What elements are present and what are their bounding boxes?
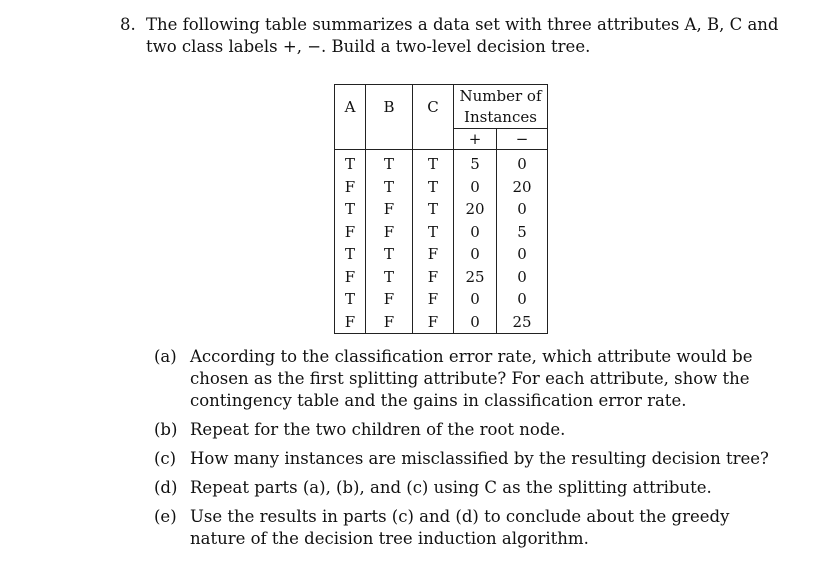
data-table: [334, 84, 548, 334]
table-row: [335, 311, 548, 334]
cell-b: F: [366, 221, 413, 244]
cell-b: T: [366, 176, 413, 199]
question-label: (b): [154, 420, 178, 439]
cell-minus: 5: [497, 221, 548, 244]
question-item: [154, 419, 784, 441]
table-row: [335, 150, 548, 176]
cell-c: F: [413, 288, 454, 311]
cell-c: T: [413, 176, 454, 199]
cell-plus: 0: [454, 243, 497, 266]
cell-a: F: [335, 311, 366, 334]
cell-minus: 0: [497, 243, 548, 266]
cell-b: T: [366, 266, 413, 289]
cell-b: F: [366, 311, 413, 334]
question-item: [154, 477, 784, 499]
question-label: (a): [154, 347, 177, 366]
cell-minus: 0: [497, 150, 548, 176]
table-row: [335, 176, 548, 199]
table-row: [335, 243, 548, 266]
cell-c: T: [413, 150, 454, 176]
cell-b: T: [366, 150, 413, 176]
cell-c: F: [413, 243, 454, 266]
cell-b: T: [366, 243, 413, 266]
header-number-of: Number of: [454, 85, 548, 107]
header-a: A: [335, 85, 366, 129]
cell-minus: 25: [497, 311, 548, 334]
cell-plus: 0: [454, 176, 497, 199]
cell-plus: 25: [454, 266, 497, 289]
cell-a: F: [335, 266, 366, 289]
table-row: [335, 288, 548, 311]
cell-a: T: [335, 150, 366, 176]
cell-b: F: [366, 198, 413, 221]
problem-number: 8.: [120, 15, 136, 34]
cell-a: T: [335, 198, 366, 221]
question-list: [154, 346, 784, 557]
question-text: Repeat for the two children of the root node.: [190, 420, 566, 439]
question-text: Use the results in parts (c) and (d) to conclude about the greedy nature of the decision tree induction algorithm.: [190, 507, 730, 548]
question-text: According to the classification error rate, which attribute would be chosen as the first splitting attribute? For each attribute, show the contingency table and the gains in classification error rate.: [190, 347, 753, 410]
header-plus: +: [454, 129, 497, 150]
problem-text: The following table summarizes a data set with three attributes A, B, C and two class labels +, −. Build a two-level decision tree.: [146, 15, 779, 56]
cell-minus: 20: [497, 176, 548, 199]
header-instances: Instances: [454, 107, 548, 129]
question-text: How many instances are misclassified by the resulting decision tree?: [190, 449, 769, 468]
cell-c: F: [413, 266, 454, 289]
cell-c: T: [413, 221, 454, 244]
cell-plus: 0: [454, 288, 497, 311]
table-body: [335, 150, 548, 334]
question-text: Repeat parts (a), (b), and (c) using C as the splitting attribute.: [190, 478, 712, 497]
question-item: [154, 346, 784, 412]
cell-plus: 0: [454, 311, 497, 334]
cell-minus: 0: [497, 288, 548, 311]
table-row: [335, 198, 548, 221]
cell-b: F: [366, 288, 413, 311]
table-row: [335, 221, 548, 244]
cell-a: T: [335, 288, 366, 311]
problem-statement: [120, 14, 780, 58]
question-label: (c): [154, 449, 177, 468]
cell-a: T: [335, 243, 366, 266]
question-label: (e): [154, 507, 177, 526]
table-row: [335, 266, 548, 289]
cell-a: F: [335, 221, 366, 244]
header-minus: −: [497, 129, 548, 150]
question-item: [154, 506, 784, 550]
cell-plus: 20: [454, 198, 497, 221]
cell-c: T: [413, 198, 454, 221]
header-b: B: [366, 85, 413, 129]
cell-minus: 0: [497, 266, 548, 289]
cell-a: F: [335, 176, 366, 199]
question-label: (d): [154, 478, 178, 497]
header-c: C: [413, 85, 454, 129]
cell-minus: 0: [497, 198, 548, 221]
cell-plus: 5: [454, 150, 497, 176]
question-item: [154, 448, 784, 470]
cell-c: F: [413, 311, 454, 334]
cell-plus: 0: [454, 221, 497, 244]
